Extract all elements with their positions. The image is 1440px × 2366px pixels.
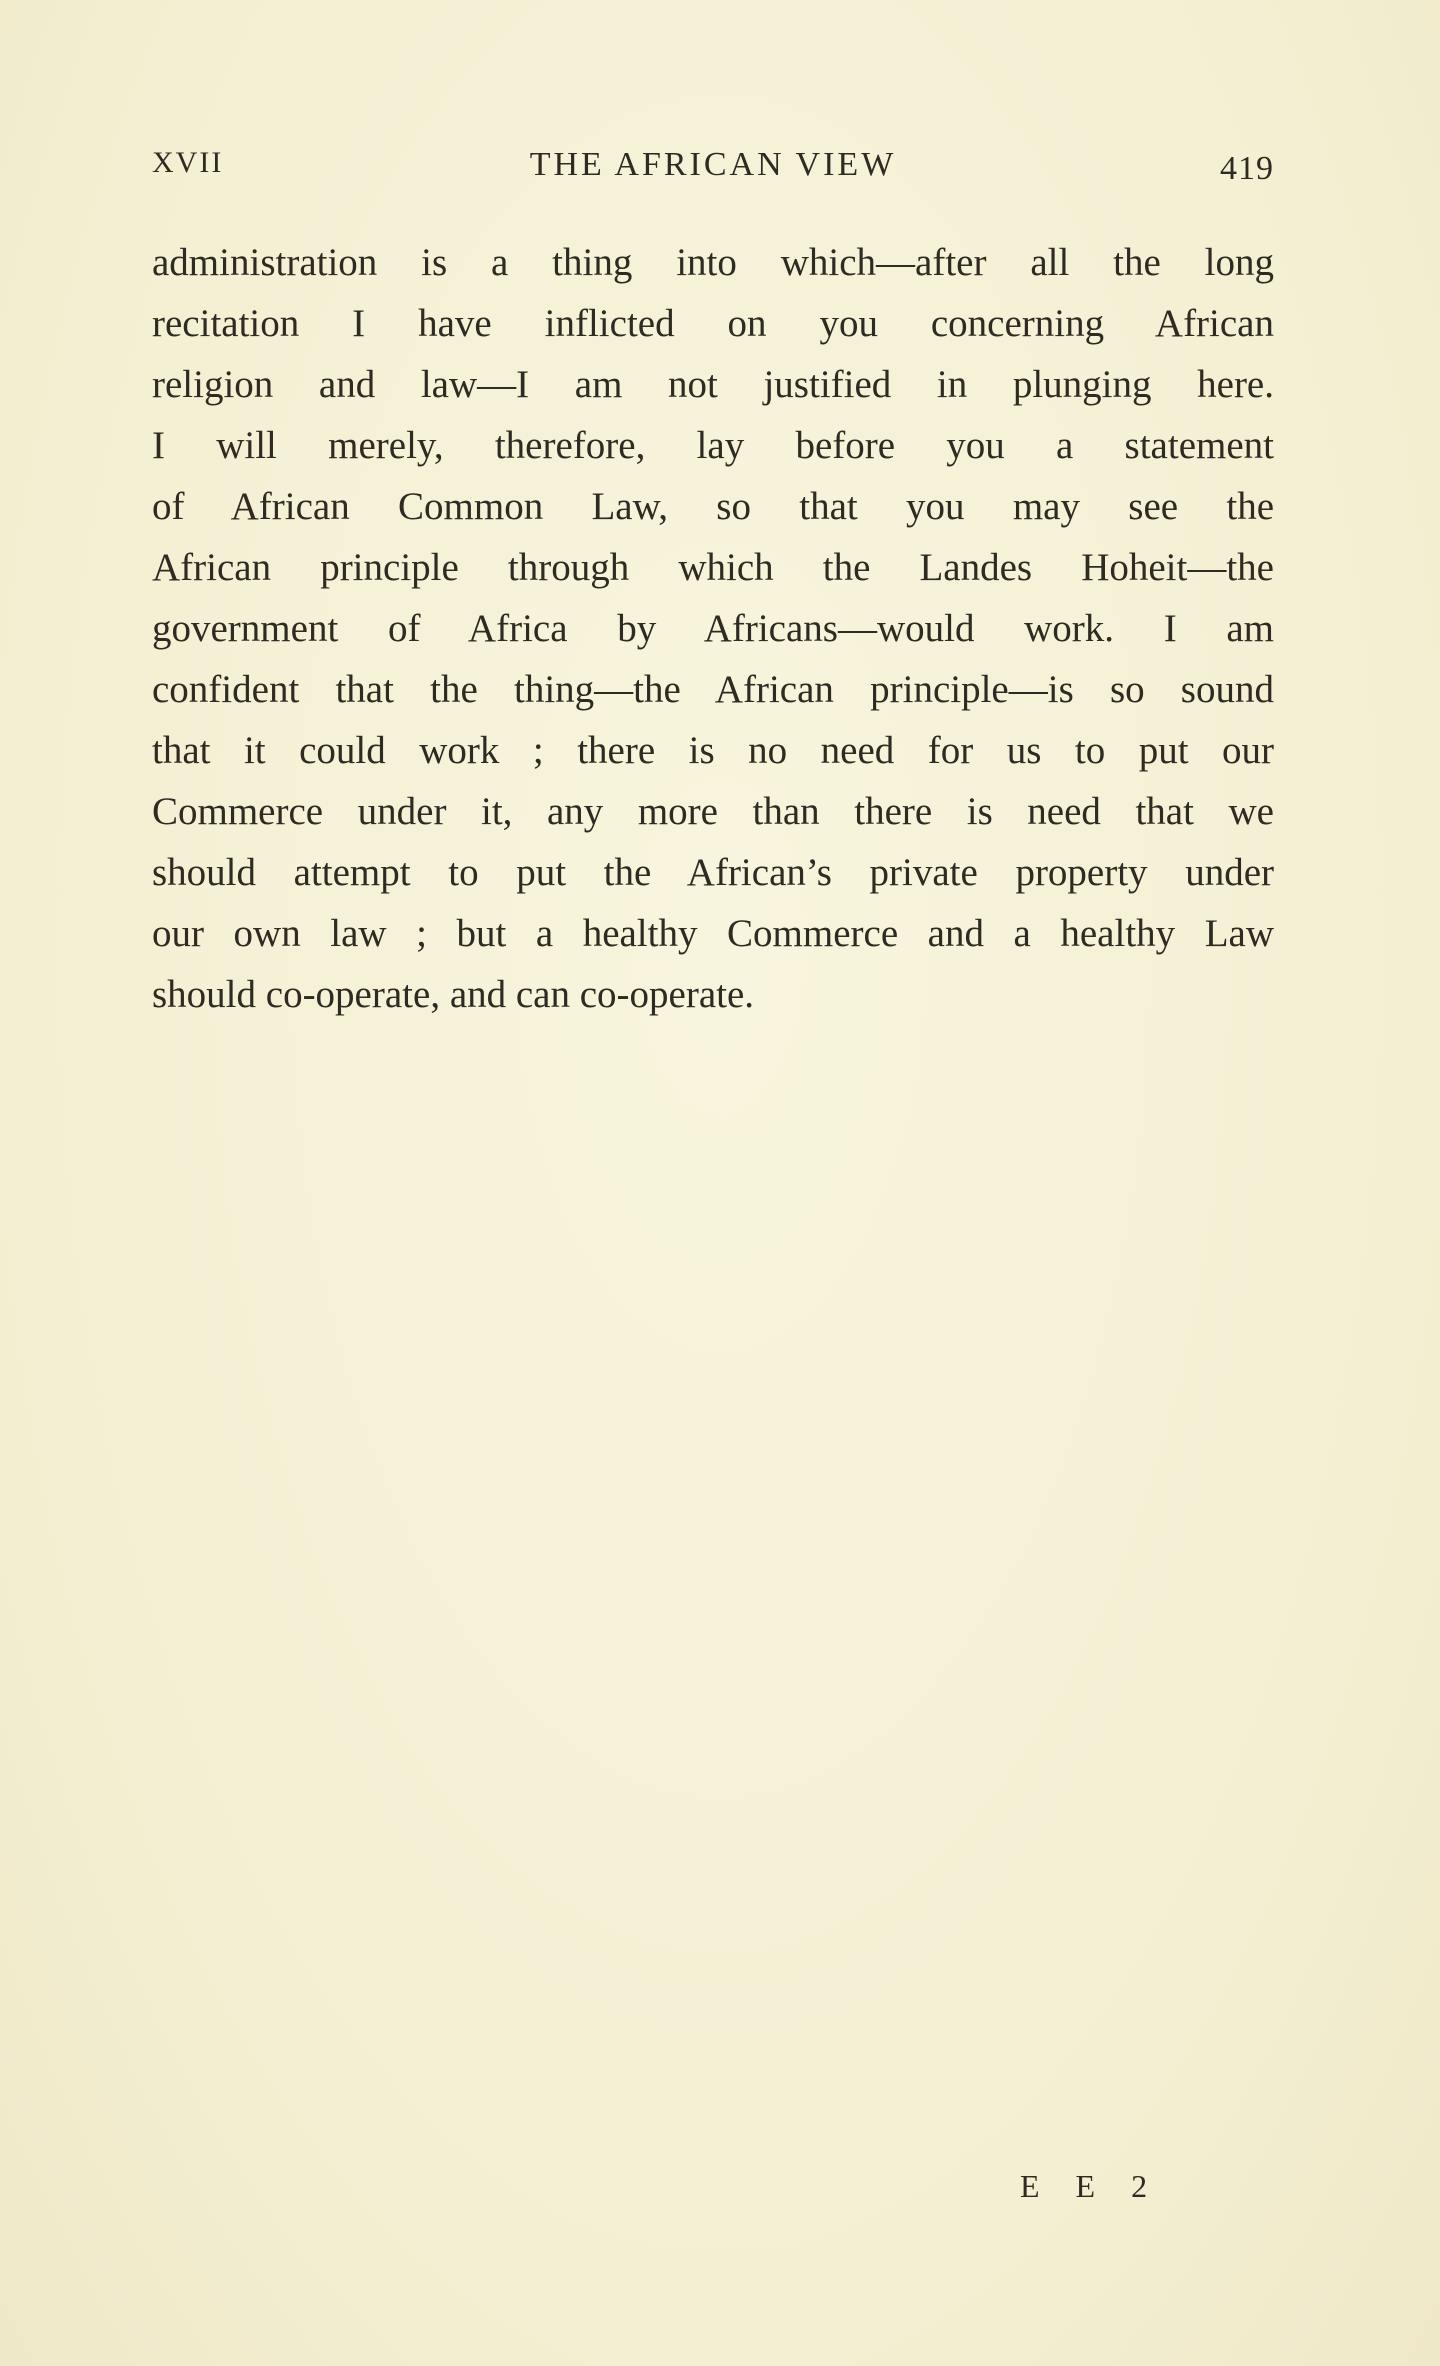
text-line: government of Africa by Africans—would work. I am <box>152 607 1274 650</box>
signature-mark: E E 2 <box>1020 2168 1162 2204</box>
running-header <box>152 146 1274 196</box>
text-line: African principle through which the Landes Hoheit—the <box>152 546 1274 589</box>
page-number: 419 <box>1220 150 1274 187</box>
chapter-number: XVII <box>152 146 224 179</box>
text-line: Commerce under it, any more than there is need that we <box>152 790 1274 833</box>
text-line: religion and law—I am not justified in plunging here. <box>152 363 1274 406</box>
text-line: confident that the thing—the African principle—is so sound <box>152 668 1274 711</box>
text-line: that it could work ; there is no need for us to put our <box>152 729 1274 772</box>
running-title: THE AFRICAN VIEW <box>529 146 897 183</box>
text-line: recitation I have inflicted on you concerning African <box>152 302 1274 345</box>
text-line: our own law ; but a healthy Commerce and a healthy Law <box>152 912 1274 955</box>
text-line: of African Common Law, so that you may see the <box>152 485 1274 528</box>
text-line: should co-operate, and can co-operate. <box>152 973 755 1016</box>
text-line: I will merely, therefore, lay before you a statement <box>152 424 1274 467</box>
body-paragraph <box>152 232 1274 1025</box>
text-line: should attempt to put the African’s private property under <box>152 851 1274 894</box>
text-line: administration is a thing into which—after all the long <box>152 241 1274 284</box>
